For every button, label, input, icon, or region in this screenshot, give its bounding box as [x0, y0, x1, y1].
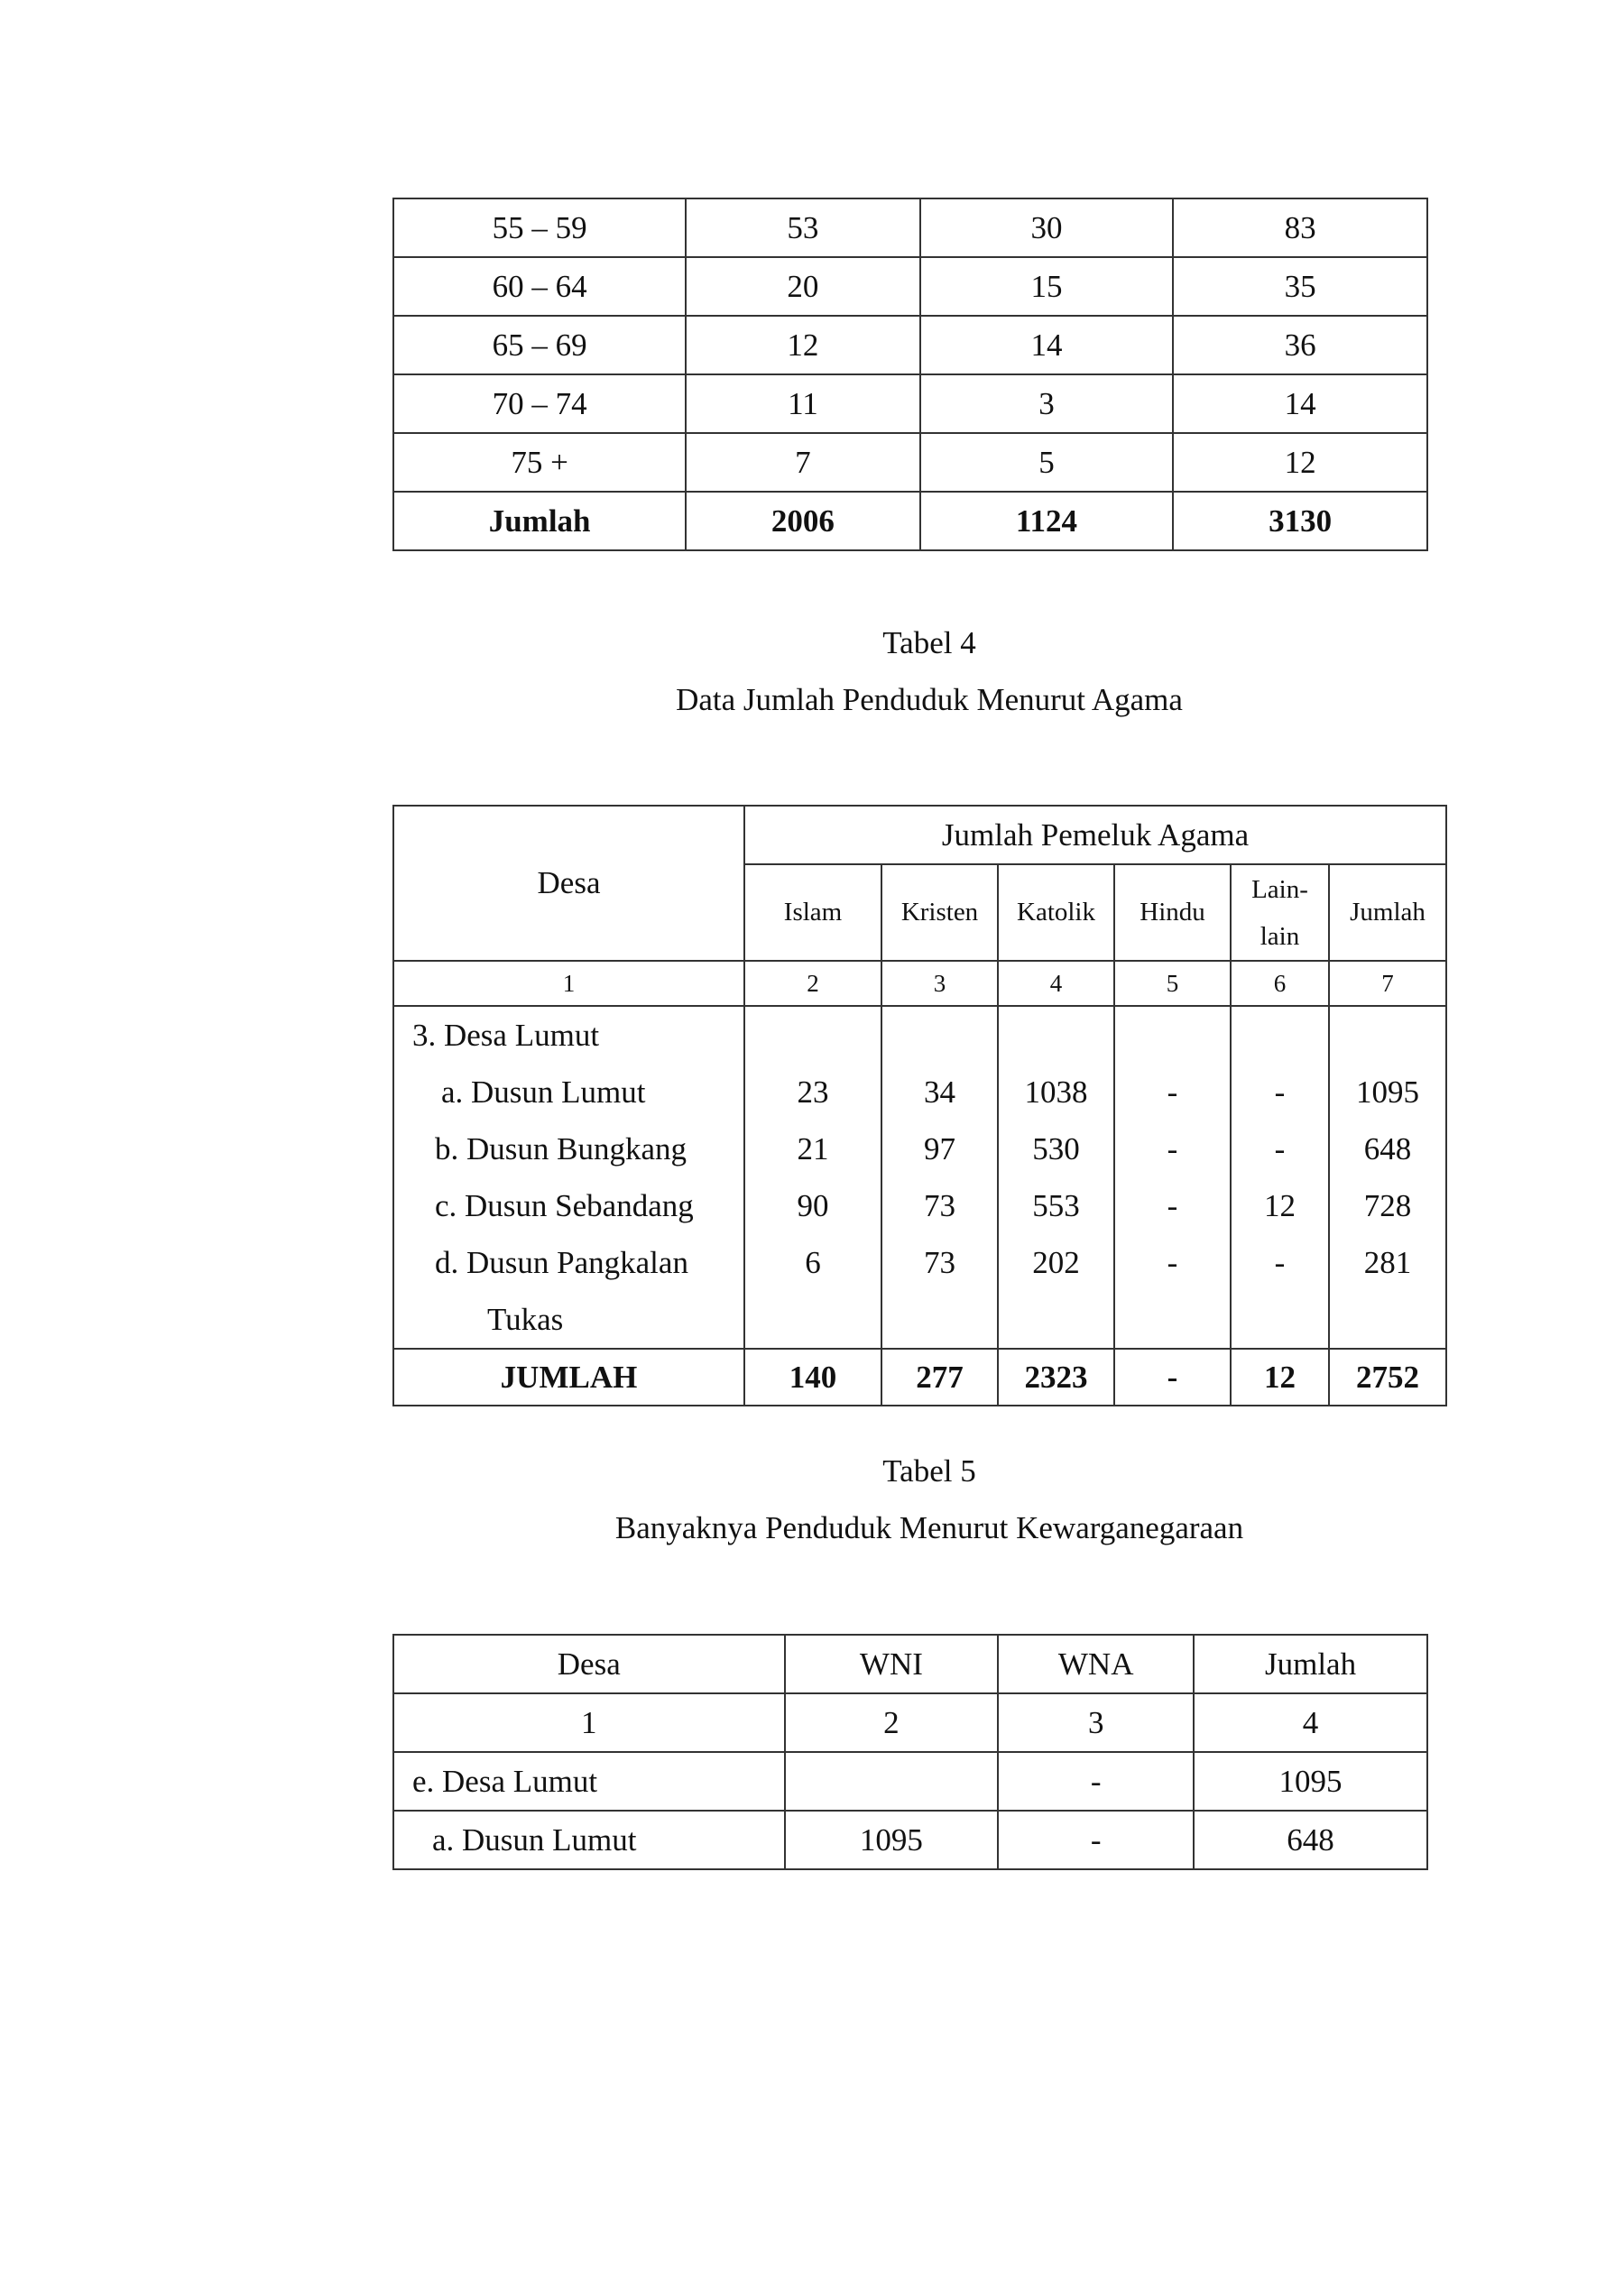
- lain-lain-values: [1231, 1006, 1329, 1349]
- value: 281: [1363, 1245, 1412, 1280]
- column-number: 6: [1231, 961, 1329, 1006]
- table-cell: 83: [1173, 198, 1427, 257]
- list-item: b. Dusun Bungkang: [435, 1131, 687, 1166]
- total-cell: 1124: [920, 492, 1174, 550]
- jumlah-values: [1329, 1006, 1446, 1349]
- value: 34: [924, 1074, 955, 1110]
- value: -: [1274, 1131, 1286, 1166]
- header-group: Jumlah Pemeluk Agama: [744, 806, 1446, 864]
- table-row: [393, 257, 1427, 316]
- table5-caption-subtitle: Banyaknya Penduduk Menurut Kewarganegaraan: [614, 1510, 1244, 1545]
- header-desa: Desa: [393, 806, 744, 961]
- header-islam: Islam: [744, 864, 881, 961]
- value: 97: [924, 1131, 955, 1166]
- value: 73: [924, 1188, 955, 1223]
- table-cell: 30: [920, 198, 1174, 257]
- column-number: 2: [744, 961, 881, 1006]
- list-item: d. Dusun Pangkalan: [435, 1245, 688, 1280]
- table-row: [393, 1006, 1446, 1349]
- table-cell: 7: [686, 433, 919, 492]
- total-cell: 2323: [998, 1349, 1114, 1406]
- table-cell: 3: [920, 374, 1174, 433]
- kristen-values: [881, 1006, 998, 1349]
- list-item: Tukas: [487, 1302, 564, 1337]
- table-cell: 70 – 74: [393, 374, 686, 433]
- table-cell: -: [998, 1752, 1194, 1811]
- total-cell: 140: [744, 1349, 881, 1406]
- total-cell: -: [1114, 1349, 1231, 1406]
- header-lain-line2: lain: [1260, 921, 1300, 951]
- total-label: Jumlah: [393, 492, 686, 550]
- table-cell: 15: [920, 257, 1174, 316]
- column-number: 3: [881, 961, 998, 1006]
- value: 23: [797, 1074, 829, 1110]
- total-cell: 3130: [1173, 492, 1427, 550]
- table-cell: 60 – 64: [393, 257, 686, 316]
- table-row: [393, 316, 1427, 374]
- value: 728: [1363, 1188, 1412, 1223]
- column-number: 1: [393, 961, 744, 1006]
- header-lain-line1: Lain-: [1251, 874, 1308, 904]
- total-row: [393, 1349, 1446, 1406]
- table-cell: 36: [1173, 316, 1427, 374]
- table-row: [393, 374, 1427, 433]
- value: 648: [1363, 1131, 1412, 1166]
- header-desa: Desa: [393, 1635, 785, 1693]
- value: 12: [1264, 1188, 1296, 1223]
- column-number: 2: [785, 1693, 999, 1752]
- value: 1038: [1024, 1074, 1088, 1110]
- table-cell: 1095: [1194, 1752, 1427, 1811]
- table-cell: 75 +: [393, 433, 686, 492]
- value: 21: [797, 1131, 829, 1166]
- table-cell: 12: [686, 316, 919, 374]
- value: -: [1274, 1245, 1286, 1280]
- table-cell: -: [998, 1811, 1194, 1869]
- header-hindu: Hindu: [1114, 864, 1231, 961]
- header-lain-lain: [1231, 864, 1329, 961]
- total-cell: 2752: [1329, 1349, 1446, 1406]
- value: 553: [1032, 1188, 1080, 1223]
- column-number-row: [393, 1693, 1427, 1752]
- header-wni: WNI: [785, 1635, 999, 1693]
- header-katolik: Katolik: [998, 864, 1114, 961]
- column-number-row: [393, 961, 1446, 1006]
- column-number: 5: [1114, 961, 1231, 1006]
- total-row: [393, 492, 1427, 550]
- table-cell: a. Dusun Lumut: [393, 1811, 785, 1869]
- table-cell: 1095: [785, 1811, 999, 1869]
- table-cell: 53: [686, 198, 919, 257]
- table4-caption-subtitle: Data Jumlah Penduduk Menurut Agama: [676, 682, 1183, 717]
- table-cell: 12: [1173, 433, 1427, 492]
- value: -: [1167, 1131, 1178, 1166]
- total-cell: 12: [1231, 1349, 1329, 1406]
- value: -: [1167, 1245, 1178, 1280]
- column-number: 4: [1194, 1693, 1427, 1752]
- table-cell: [785, 1752, 999, 1811]
- hindu-values: [1114, 1006, 1231, 1349]
- table-cell: 55 – 59: [393, 198, 686, 257]
- header-row: [393, 1635, 1427, 1693]
- column-number: 3: [998, 1693, 1194, 1752]
- table-row: [393, 1752, 1427, 1811]
- total-cell: 277: [881, 1349, 998, 1406]
- value: -: [1274, 1074, 1286, 1110]
- table5-caption-title: Tabel 5: [882, 1453, 976, 1489]
- islam-values: [744, 1006, 881, 1349]
- table-cell: 11: [686, 374, 919, 433]
- total-label: JUMLAH: [393, 1349, 744, 1406]
- table-cell: 5: [920, 433, 1174, 492]
- list-item: c. Dusun Sebandang: [435, 1188, 694, 1223]
- list-item: a. Dusun Lumut: [441, 1074, 646, 1110]
- table-cell: 14: [1173, 374, 1427, 433]
- religion-population-table: [392, 805, 1447, 1406]
- value: 73: [924, 1245, 955, 1280]
- desa-list: [393, 1006, 744, 1349]
- value: 530: [1032, 1131, 1080, 1166]
- value: -: [1167, 1074, 1178, 1110]
- katolik-values: [998, 1006, 1114, 1349]
- value: 1095: [1356, 1074, 1420, 1110]
- value: 6: [805, 1245, 821, 1280]
- age-population-table: [392, 198, 1428, 551]
- value: 90: [797, 1188, 829, 1223]
- column-number: 4: [998, 961, 1114, 1006]
- column-number: 1: [393, 1693, 785, 1752]
- table-row: [393, 1811, 1427, 1869]
- table-cell: 20: [686, 257, 919, 316]
- header-kristen: Kristen: [881, 864, 998, 961]
- table-row: [393, 198, 1427, 257]
- header-jumlah: Jumlah: [1194, 1635, 1427, 1693]
- table-cell: e. Desa Lumut: [393, 1752, 785, 1811]
- citizenship-table: [392, 1634, 1428, 1870]
- table-cell: 14: [920, 316, 1174, 374]
- total-cell: 2006: [686, 492, 919, 550]
- table-cell: 35: [1173, 257, 1427, 316]
- header-jumlah: Jumlah: [1329, 864, 1446, 961]
- list-item: 3. Desa Lumut: [412, 1018, 600, 1053]
- header-wna: WNA: [998, 1635, 1194, 1693]
- table-cell: 648: [1194, 1811, 1427, 1869]
- table4-caption-title: Tabel 4: [882, 625, 976, 660]
- table-cell: 65 – 69: [393, 316, 686, 374]
- value: -: [1167, 1188, 1178, 1223]
- table-row: [393, 433, 1427, 492]
- column-number: 7: [1329, 961, 1446, 1006]
- value: 202: [1032, 1245, 1080, 1280]
